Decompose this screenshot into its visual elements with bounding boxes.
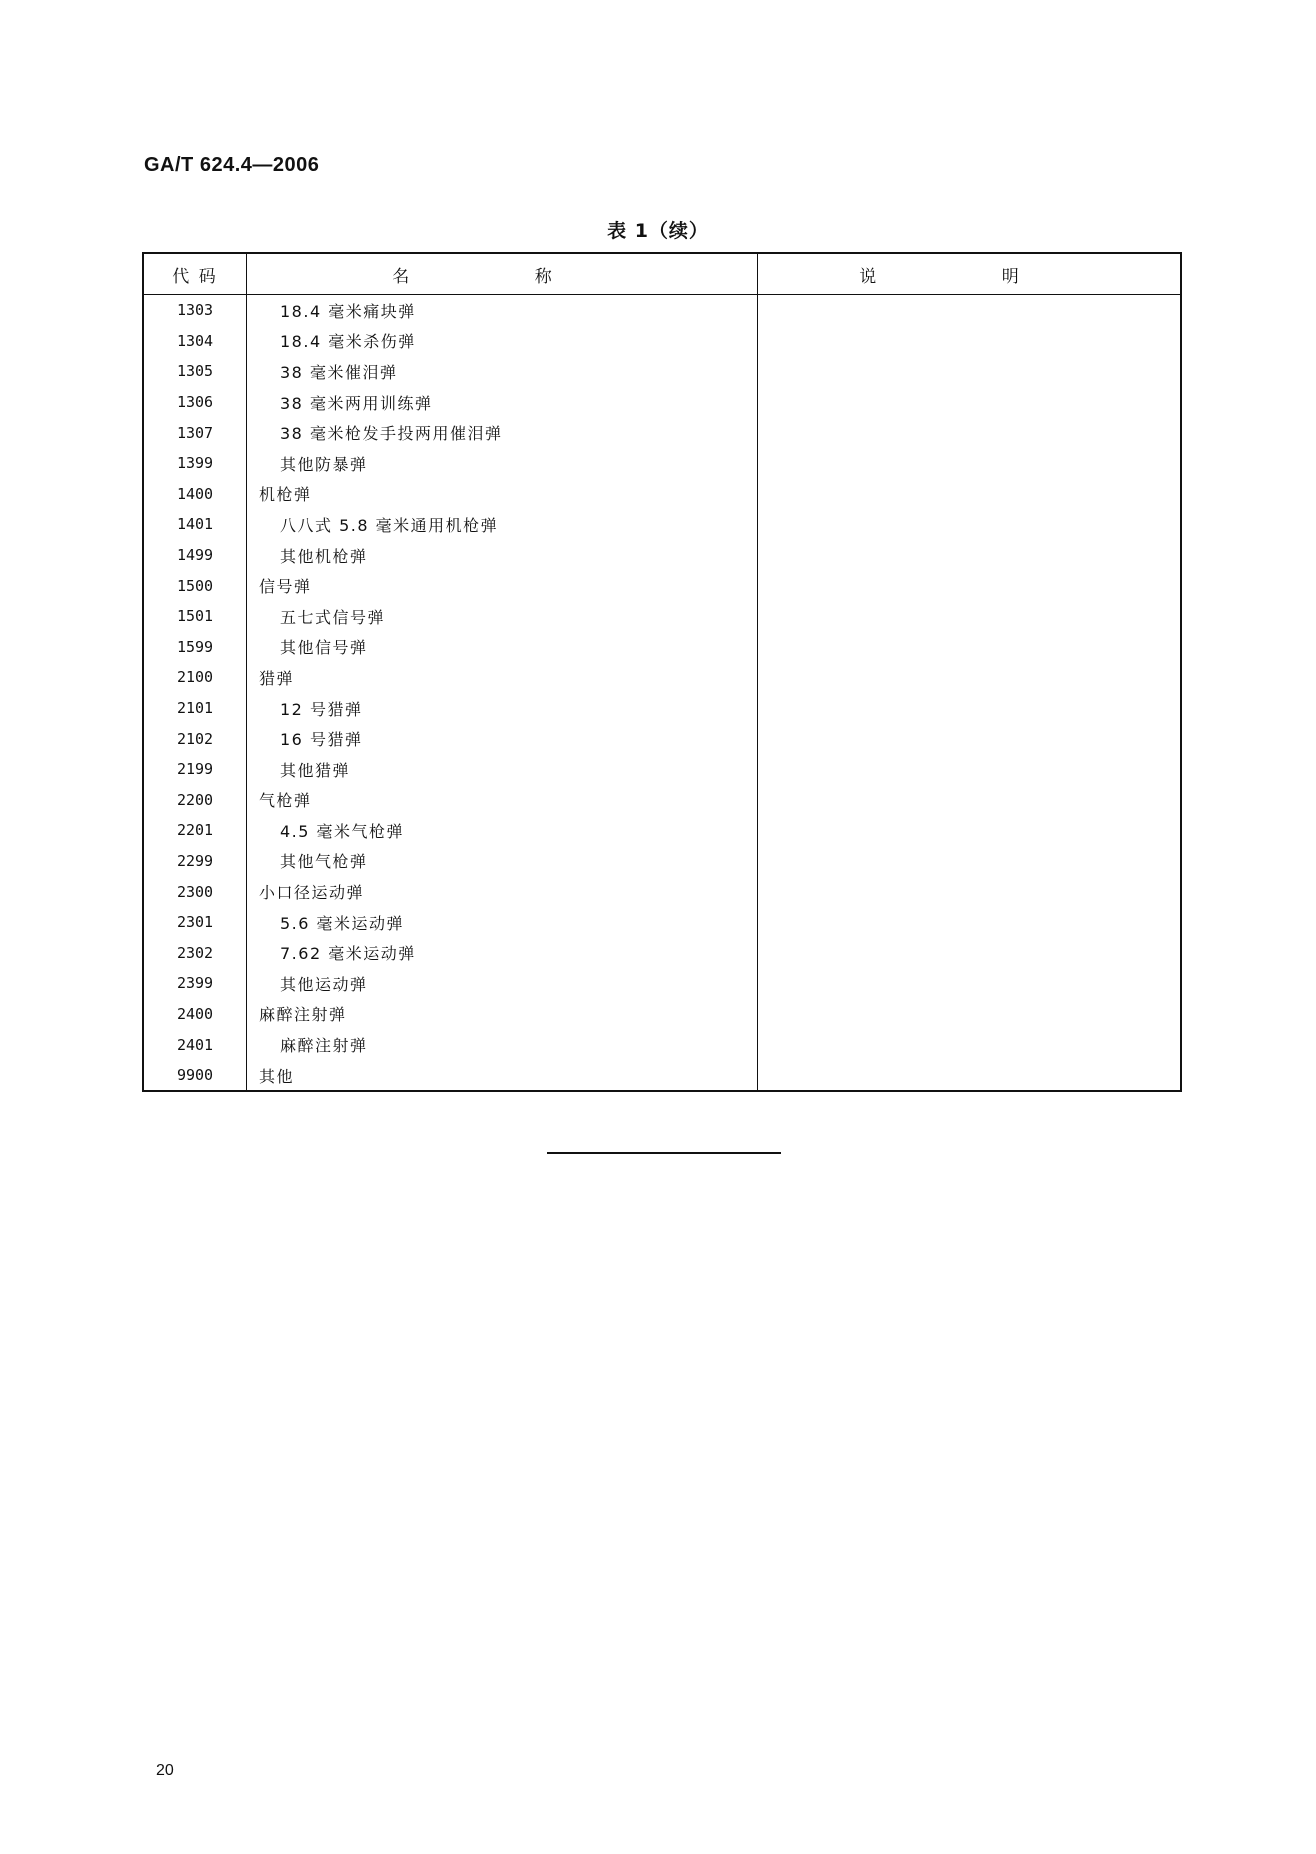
- code-cell: 9900: [143, 1060, 247, 1092]
- table-row: [143, 937, 1181, 968]
- table-row: [143, 876, 1181, 907]
- description-cell: [758, 815, 1182, 846]
- description-cell: [758, 876, 1182, 907]
- description-cell: [758, 1029, 1182, 1060]
- name-cell: 小口径运动弹: [247, 876, 758, 907]
- table-row: [143, 326, 1181, 357]
- description-cell: [758, 326, 1182, 357]
- description-cell: [758, 968, 1182, 999]
- name-cell: 其他机枪弹: [247, 540, 758, 571]
- document-id: GA/T 624.4—2006: [144, 154, 320, 176]
- description-cell: [758, 846, 1182, 877]
- name-cell: 38 毫米两用训练弹: [247, 387, 758, 418]
- name-cell: 18.4 毫米杀伤弹: [247, 326, 758, 357]
- code-cell: 2300: [143, 876, 247, 907]
- description-cell: [758, 1060, 1182, 1092]
- code-cell: 1499: [143, 540, 247, 571]
- name-cell: 其他: [247, 1060, 758, 1092]
- name-cell: 其他猎弹: [247, 754, 758, 785]
- table-row: [143, 601, 1181, 632]
- name-cell: 猎弹: [247, 662, 758, 693]
- table-body: [143, 295, 1181, 1092]
- description-cell: [758, 662, 1182, 693]
- table-row: [143, 632, 1181, 663]
- table-row: [143, 785, 1181, 816]
- page-number: 20: [156, 1762, 174, 1779]
- code-cell: 2100: [143, 662, 247, 693]
- name-cell: 16 号猎弹: [247, 723, 758, 754]
- column-header-name: 名 称: [247, 253, 758, 295]
- code-cell: 2400: [143, 999, 247, 1030]
- table-row: [143, 387, 1181, 418]
- name-cell: 其他气枪弹: [247, 846, 758, 877]
- name-cell: 麻醉注射弹: [247, 1029, 758, 1060]
- code-cell: 2299: [143, 846, 247, 877]
- table-row: [143, 662, 1181, 693]
- table-row: [143, 1029, 1181, 1060]
- name-cell: 38 毫米催泪弹: [247, 356, 758, 387]
- name-cell: 其他信号弹: [247, 632, 758, 663]
- code-cell: 1399: [143, 448, 247, 479]
- code-cell: 2399: [143, 968, 247, 999]
- description-cell: [758, 356, 1182, 387]
- code-table: [142, 252, 1182, 1092]
- code-cell: 2102: [143, 723, 247, 754]
- table-row: [143, 907, 1181, 938]
- name-cell: 5.6 毫米运动弹: [247, 907, 758, 938]
- code-cell: 2401: [143, 1029, 247, 1060]
- table-row: [143, 1060, 1181, 1092]
- description-cell: [758, 540, 1182, 571]
- name-cell: 18.4 毫米痛块弹: [247, 295, 758, 326]
- description-cell: [758, 570, 1182, 601]
- table-row: [143, 295, 1181, 326]
- name-cell: 12 号猎弹: [247, 693, 758, 724]
- description-cell: [758, 448, 1182, 479]
- code-cell: 1401: [143, 509, 247, 540]
- table-row: [143, 968, 1181, 999]
- code-cell: 1500: [143, 570, 247, 601]
- table-row: [143, 479, 1181, 510]
- table-row: [143, 693, 1181, 724]
- description-cell: [758, 509, 1182, 540]
- description-cell: [758, 601, 1182, 632]
- code-cell: 2199: [143, 754, 247, 785]
- table-row: [143, 448, 1181, 479]
- column-header-description: 说 明: [758, 253, 1182, 295]
- description-cell: [758, 295, 1182, 326]
- description-cell: [758, 387, 1182, 418]
- table-row: [143, 509, 1181, 540]
- name-cell: 4.5 毫米气枪弹: [247, 815, 758, 846]
- code-cell: 1599: [143, 632, 247, 663]
- code-cell: 2200: [143, 785, 247, 816]
- table-row: [143, 815, 1181, 846]
- code-cell: 2101: [143, 693, 247, 724]
- code-cell: 1307: [143, 417, 247, 448]
- table-row: [143, 723, 1181, 754]
- description-cell: [758, 693, 1182, 724]
- name-cell: 信号弹: [247, 570, 758, 601]
- code-cell: 1305: [143, 356, 247, 387]
- description-cell: [758, 632, 1182, 663]
- code-cell: 2301: [143, 907, 247, 938]
- description-cell: [758, 417, 1182, 448]
- table-row: [143, 754, 1181, 785]
- code-cell: 1306: [143, 387, 247, 418]
- description-cell: [758, 999, 1182, 1030]
- table-row: [143, 846, 1181, 877]
- column-header-code: 代 码: [143, 253, 247, 295]
- name-cell: 五七式信号弹: [247, 601, 758, 632]
- end-rule: [547, 1152, 781, 1154]
- name-cell: 八八式 5.8 毫米通用机枪弹: [247, 509, 758, 540]
- name-cell: 麻醉注射弹: [247, 999, 758, 1030]
- name-cell: 其他运动弹: [247, 968, 758, 999]
- table-title: 表 1（续）: [607, 220, 709, 242]
- description-cell: [758, 937, 1182, 968]
- description-cell: [758, 723, 1182, 754]
- code-cell: 1304: [143, 326, 247, 357]
- name-cell: 机枪弹: [247, 479, 758, 510]
- description-cell: [758, 754, 1182, 785]
- name-cell: 气枪弹: [247, 785, 758, 816]
- name-cell: 其他防暴弹: [247, 448, 758, 479]
- code-cell: 1501: [143, 601, 247, 632]
- table-row: [143, 540, 1181, 571]
- description-cell: [758, 479, 1182, 510]
- table-row: [143, 570, 1181, 601]
- name-cell: 7.62 毫米运动弹: [247, 937, 758, 968]
- code-cell: 1303: [143, 295, 247, 326]
- table-header-row: [143, 253, 1181, 295]
- description-cell: [758, 785, 1182, 816]
- table-row: [143, 356, 1181, 387]
- name-cell: 38 毫米枪发手投两用催泪弹: [247, 417, 758, 448]
- table-row: [143, 999, 1181, 1030]
- code-cell: 1400: [143, 479, 247, 510]
- description-cell: [758, 907, 1182, 938]
- code-cell: 2201: [143, 815, 247, 846]
- code-cell: 2302: [143, 937, 247, 968]
- table-row: [143, 417, 1181, 448]
